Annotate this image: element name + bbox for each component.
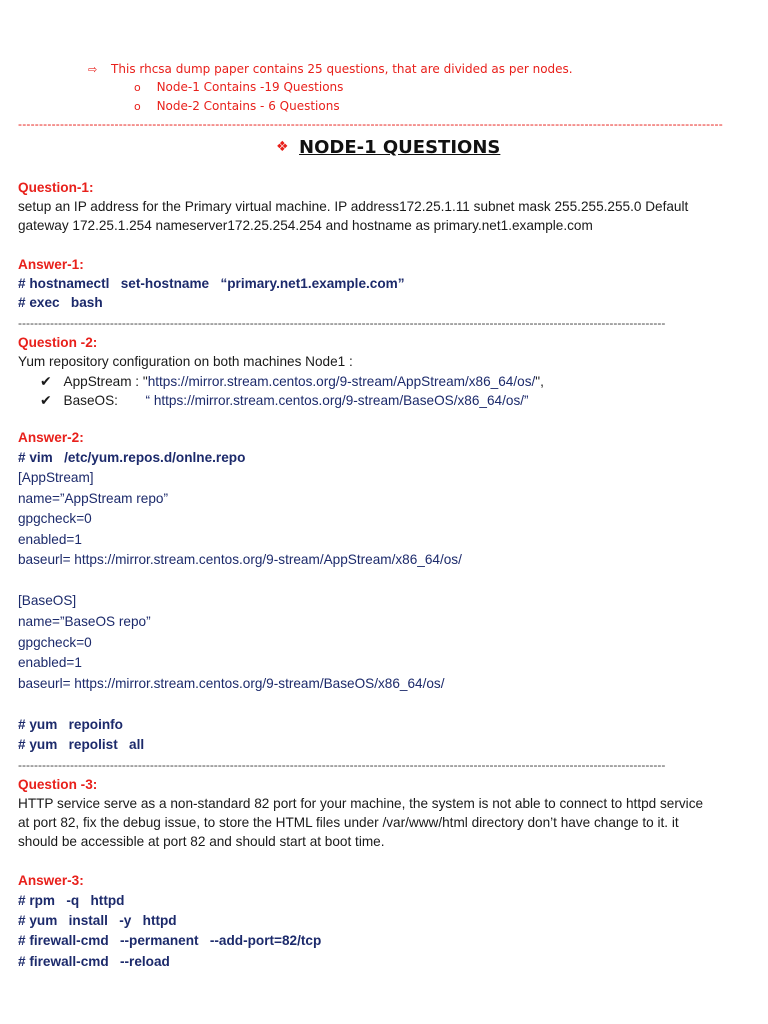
command-line: # yum repolist all xyxy=(18,737,145,752)
config-line: baseurl= https://mirror.stream.centos.org/9-stream/BaseOS/x86_64/os/ xyxy=(18,676,445,691)
diamond-bullet-icon: ❖ xyxy=(276,138,289,154)
circle-bullet-icon: o xyxy=(134,81,141,94)
config-line: name=”BaseOS repo” xyxy=(18,614,151,629)
section-title xyxy=(276,137,500,158)
repo-name: BaseOS: xyxy=(63,393,118,408)
question-label: Question-1: xyxy=(18,180,94,195)
command-line: # vim /etc/yum.repos.d/onlne.repo xyxy=(18,450,246,465)
command-line: # hostnamectl set-hostname “primary.net1.example.com” xyxy=(18,276,405,291)
config-line: enabled=1 xyxy=(18,532,82,547)
circle-bullet-icon: o xyxy=(134,100,141,113)
intro-line xyxy=(88,62,573,76)
command-line: # exec bash xyxy=(18,295,103,310)
config-line: [AppStream] xyxy=(18,470,94,485)
answer-label: Answer-1: xyxy=(18,257,84,272)
question-text: gateway 172.25.1.254 nameserver172.25.254.254 and hostname as primary.net1.example.com xyxy=(18,218,593,233)
question-label: Question -3: xyxy=(18,777,98,792)
config-line: enabled=1 xyxy=(18,655,82,670)
repo-item xyxy=(40,373,544,390)
repo-item xyxy=(40,392,529,409)
repo-url: https://mirror.stream.centos.org/9-stream/AppStream/x86_64/os/ xyxy=(147,374,536,389)
config-line: gpgcheck=0 xyxy=(18,635,92,650)
question-text: Yum repository configuration on both machines Node1 : xyxy=(18,354,353,369)
question-text: HTTP service serve as a non-standard 82 port for your machine, the system is not able to connect to httpd service xyxy=(18,796,704,811)
command-line: # yum install -y httpd xyxy=(18,913,177,928)
repo-tail: ", xyxy=(535,374,544,389)
section-title-text: NODE-1 QUESTIONS xyxy=(299,137,501,158)
question-label: Question -2: xyxy=(18,335,98,350)
config-line: baseurl= https://mirror.stream.centos.org/9-stream/AppStream/x86_64/os/ xyxy=(18,552,462,567)
intro-subitem-text: Node-2 Contains - 6 Questions xyxy=(156,99,340,113)
command-line: # firewall-cmd --reload xyxy=(18,954,170,969)
command-line: # rpm -q httpd xyxy=(18,893,125,908)
config-line: gpgcheck=0 xyxy=(18,511,92,526)
command-line: # yum repoinfo xyxy=(18,717,123,732)
separator: ------------------------------------------------------------------------------------------------------------------------------------------------------------------------ xyxy=(18,117,723,131)
separator: ------------------------------------------------------------------------------------------------------------------------------------------------------------------ xyxy=(18,758,666,772)
question-text: setup an IP address for the Primary virtual machine. IP address172.25.1.11 subnet mask 255.255.255.0 Default xyxy=(18,199,689,214)
intro-subitem xyxy=(134,99,340,113)
separator: ------------------------------------------------------------------------------------------------------------------------------------------------------------------ xyxy=(18,316,666,330)
answer-label: Answer-2: xyxy=(18,430,84,445)
config-line: name=”AppStream repo” xyxy=(18,491,168,506)
checkmark-icon: ✔ xyxy=(40,373,52,389)
intro-subitem xyxy=(134,80,343,94)
repo-name: AppStream : " xyxy=(63,374,148,389)
intro-subitem-text: Node-1 Contains -19 Questions xyxy=(156,80,344,94)
arrow-icon: ⇨ xyxy=(88,63,98,76)
answer-label: Answer-3: xyxy=(18,873,84,888)
intro-text: This rhcsa dump paper contains 25 questions, that are divided as per nodes. xyxy=(111,62,573,76)
checkmark-icon: ✔ xyxy=(40,392,52,408)
question-text: at port 82, fix the debug issue, to store the HTML files under /var/www/html directory don’t have change to it. it xyxy=(18,815,679,830)
repo-url: “ https://mirror.stream.centos.org/9-stream/BaseOS/x86_64/os/” xyxy=(145,393,529,408)
config-line: [BaseOS] xyxy=(18,593,77,608)
question-text: should be accessible at port 82 and should start at boot time. xyxy=(18,834,385,849)
command-line: # firewall-cmd --permanent --add-port=82/tcp xyxy=(18,933,322,948)
